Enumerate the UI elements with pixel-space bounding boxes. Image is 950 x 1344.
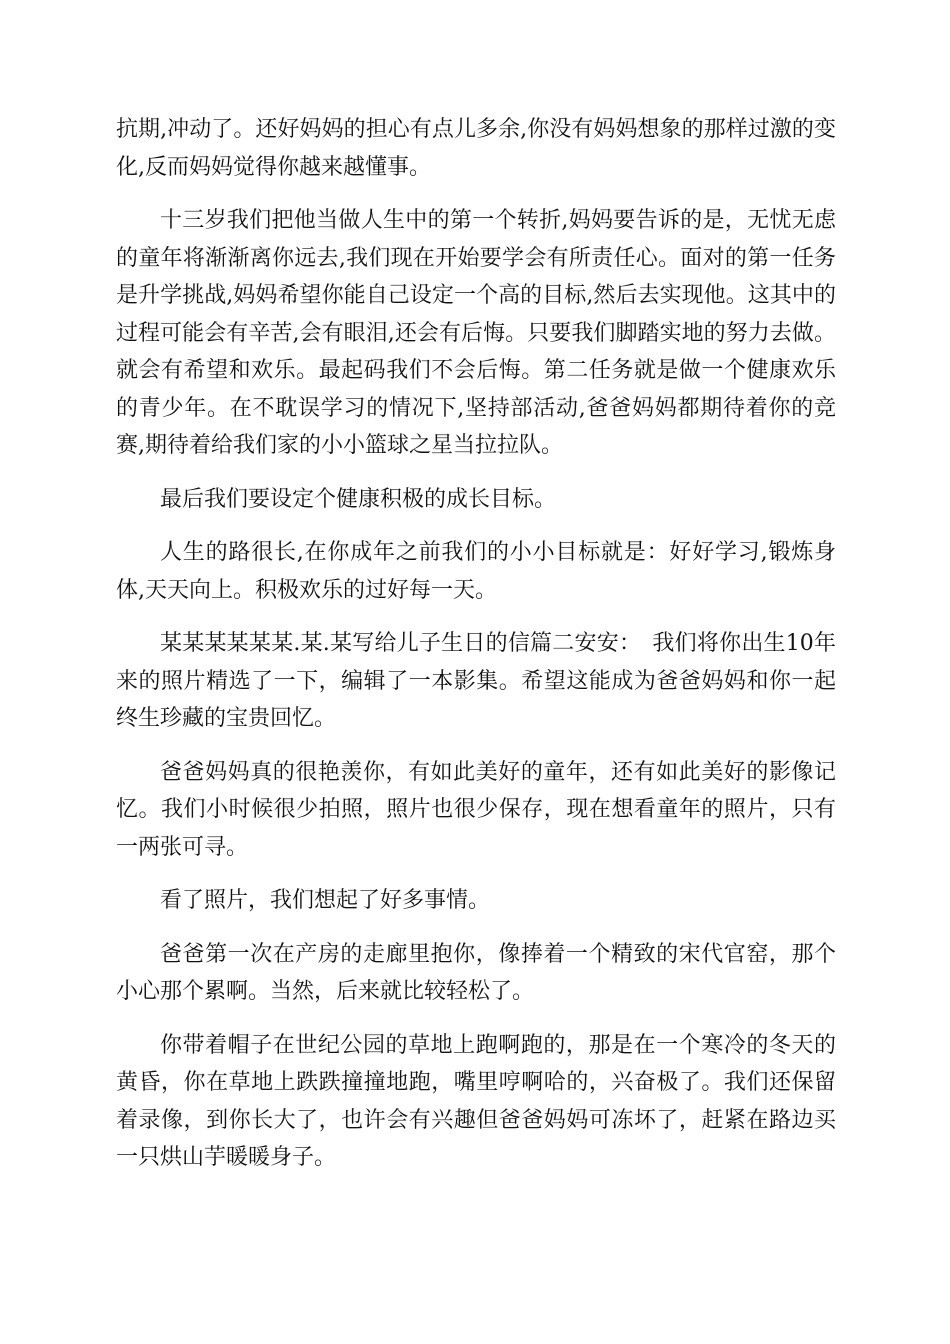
paragraph: 你带着帽子在世纪公园的草地上跑啊跑的，那是在一个寒冷的冬天的黄昏，你在草地上跌跌撞撞地跑，嘴里哼啊哈的，兴奋极了。我们还保留着录像，到你长大了，也许会有兴趣但爸爸妈妈可冻坏了，赶紧在路边买一只烘山芋暖暖身子。 [116,1032,836,1170]
paragraph-continuation: 抗期,冲动了。还好妈妈的担心有点儿多余,你没有妈妈想象的那样过激的变化,反而妈妈觉得你越来越懂事。 [116,117,836,180]
paragraph: 最后我们要设定个健康积极的成长目标。 [160,486,557,512]
paragraph: 某某某某某某.某.某写给儿子生日的信篇二安安： 我们将你出生10年来的照片精选了一下，编辑了一本影集。希望这能成为爸爸妈妈和你一起终生珍藏的宝贵回忆。 [116,631,836,731]
paragraph: 爸爸妈妈真的很艳羡你，有如此美好的童年，还有如此美好的影像记忆。我们小时候很少拍照，照片也很少保存，现在想看童年的照片，只有一两张可寻。 [116,759,836,860]
paragraph: 爸爸第一次在产房的走廊里抱你，像捧着一个精致的宋代官窑，那个小心那个累啊。当然，后来就比较轻松了。 [116,941,836,1004]
paragraph: 人生的路很长,在你成年之前我们的小小目标就是：好好学习,锻炼身体,天天向上。积极欢乐的过好每一天。 [116,540,836,603]
paragraph: 看了照片，我们想起了好多事情。 [160,888,491,913]
paragraph: 十三岁我们把他当做人生中的第一个转折,妈妈要告诉的是，无忧无虑的童年将渐渐离你远去,我们现在开始要学会有所责任心。面对的第一任务是升学挑战,妈妈希望你能自己设定一个高的目标,然后去实现他。这其中的过程可能会有辛苦,会有眼泪,还会有后悔。只要我们脚踏实地的努力去做。就会有希望和欢乐。最起码我们不会后悔。第二任务就是做一个健康欢乐的青少年。在不耽误学习的情况下,坚持部活动,爸爸妈妈都期待着你的竞赛,期待着给我们家的小小篮球之星当拉拉队。 [116,208,836,458]
document-body [116,111,836,1193]
